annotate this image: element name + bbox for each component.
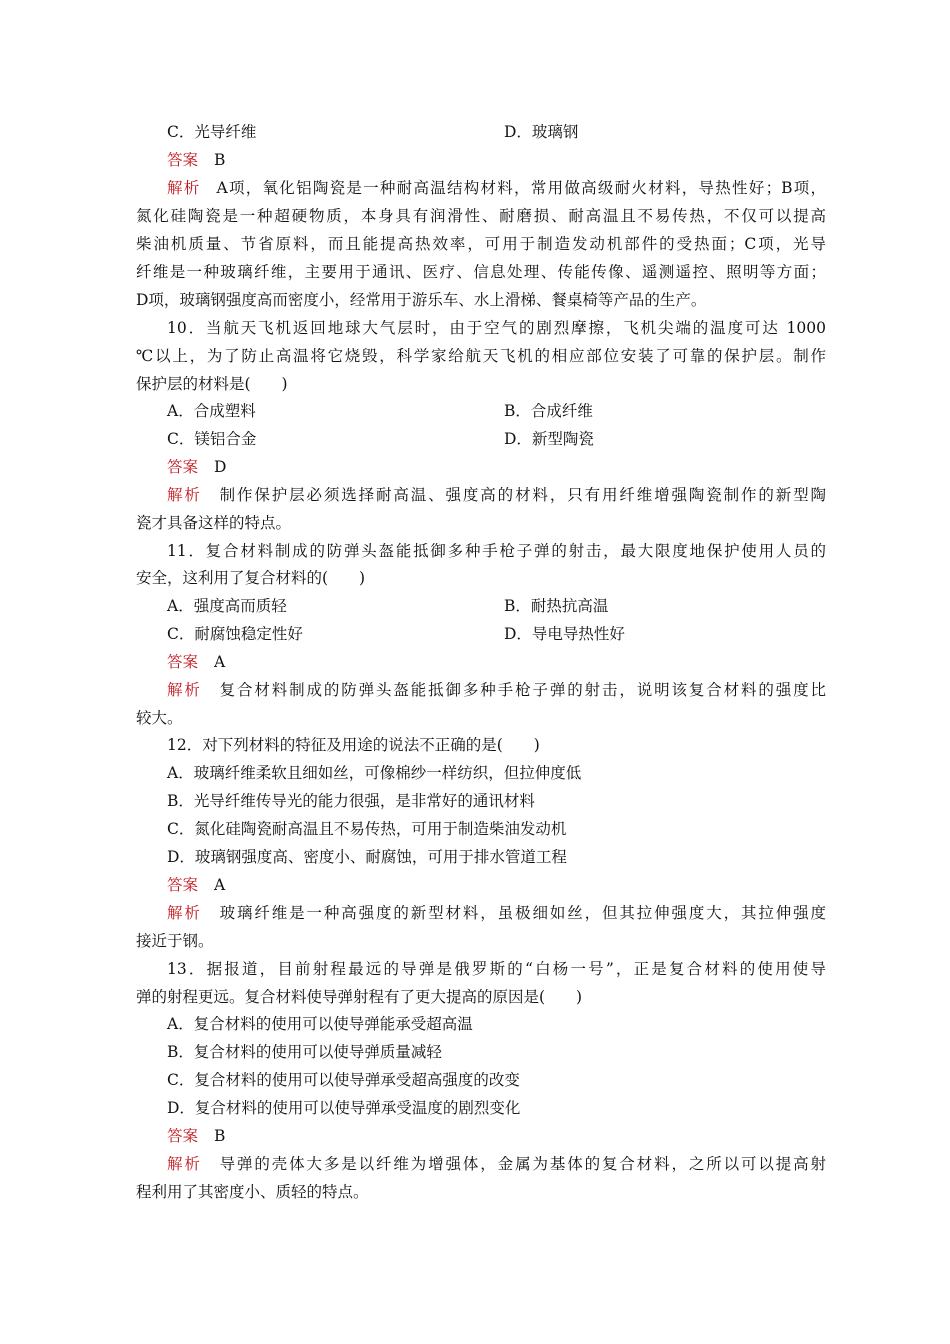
analysis-label: 解析: [167, 904, 202, 922]
q9-option-d: D．玻璃钢: [504, 123, 579, 141]
q12-answer: [167, 875, 857, 895]
q9-analysis-line: 柴油机质量、节省原料，而且能提高热效率，可用于制造发动机部件的受热面；C项，光导: [136, 235, 826, 253]
q13-analysis-line: 解析 导弹的壳体大多是以纤维为增强体，金属为基体的复合材料，之所以可以提高射: [167, 1155, 826, 1173]
q9-answer: [167, 150, 857, 170]
answer-label: 答案: [167, 151, 199, 169]
q10-option-d: D．新型陶瓷: [504, 430, 594, 448]
answer-label: 答案: [167, 1127, 199, 1145]
q11-option-c: C．耐腐蚀稳定性好: [167, 625, 303, 643]
answer-value: A: [214, 653, 226, 671]
q12-stem: 12．对下列材料的特征及用途的说法不正确的是( ): [167, 736, 540, 754]
answer-label: 答案: [167, 458, 199, 476]
analysis-label: 解析: [167, 486, 202, 504]
q10-stem-line: 10．当航天飞机返回地球大气层时，由于空气的剧烈摩擦，飞机尖端的温度可达 1000: [167, 319, 826, 337]
q11-option-row: [167, 596, 857, 616]
answer-value: B: [214, 151, 226, 169]
q9-analysis-line: 解析 A项，氧化铝陶瓷是一种耐高温结构材料，常用做高级耐火材料，导热性好；B项，: [167, 179, 826, 197]
q11-answer: [167, 652, 857, 672]
q12-option-c: C．氮化硅陶瓷耐高温且不易传热，可用于制造柴油发动机: [167, 820, 567, 838]
answer-value: D: [214, 458, 227, 476]
q11-option-row: [167, 624, 857, 644]
q13-option-d: D．复合材料的使用可以使导弹承受温度的剧烈变化: [167, 1099, 521, 1117]
answer-label: 答案: [167, 653, 199, 671]
answer-value: A: [214, 876, 226, 894]
q13-stem-line: 13．据报道，目前射程最远的导弹是俄罗斯的“白杨一号”，正是复合材料的使用使导: [167, 960, 826, 978]
q13-option-c: C．复合材料的使用可以使导弹承受超高强度的改变: [167, 1071, 520, 1089]
q12-option-a: A．玻璃纤维柔软且细如丝，可像棉纱一样纺织，但拉伸度低: [167, 764, 582, 782]
q11-analysis-line: 较大。: [136, 709, 183, 727]
q10-option-a: A．合成塑料: [167, 402, 256, 420]
q10-option-row: [167, 429, 857, 449]
q9-analysis-line: D项，玻璃钢强度高而密度小，经常用于游乐车、水上滑梯、餐桌椅等产品的生产。: [136, 291, 707, 309]
analysis-label: 解析: [167, 681, 202, 699]
q10-option-c: C．镁铝合金: [167, 430, 257, 448]
q10-stem-line: 保护层的材料是( ): [136, 375, 288, 393]
q12-option-b: B．光导纤维传导光的能力很强，是非常好的通讯材料: [167, 792, 535, 810]
q11-option-a: A．强度高而质轻: [167, 597, 287, 615]
q11-option-d: D．导电导热性好: [504, 625, 625, 643]
answer-value: B: [214, 1127, 226, 1145]
q13-option-a: A．复合材料的使用可以使导弹能承受超高温: [167, 1015, 473, 1033]
q10-option-b: B．合成纤维: [504, 402, 593, 420]
q10-option-row: [167, 401, 857, 421]
q11-analysis-line: 解析 复合材料制成的防弹头盔能抵御多种手枪子弹的射击，说明该复合材料的强度比: [167, 681, 826, 699]
q13-answer: [167, 1126, 857, 1146]
analysis-label: 解析: [167, 1155, 202, 1173]
q9-option-c: C．光导纤维: [167, 123, 257, 141]
q13-option-b: B．复合材料的使用可以使导弹质量减轻: [167, 1043, 442, 1061]
q12-option-d: D．玻璃钢强度高、密度小、耐腐蚀，可用于排水管道工程: [167, 848, 567, 866]
q9-option-row: [167, 122, 857, 142]
q10-analysis-line: 解析 制作保护层必须选择耐高温、强度高的材料，只有用纤维增强陶瓷制作的新型陶: [167, 486, 826, 504]
q10-answer: [167, 457, 857, 477]
q10-analysis-line: 瓷才具备这样的特点。: [136, 514, 292, 532]
q11-stem-line: 11．复合材料制成的防弹头盔能抵御多种手枪子弹的射击，最大限度地保护使用人员的: [167, 542, 826, 560]
q10-stem-line: ℃以上，为了防止高温将它烧毁，科学家给航天飞机的相应部位安装了可靠的保护层。制作: [136, 347, 826, 365]
q9-analysis-line: 纤维是一种玻璃纤维，主要用于通讯、医疗、信息处理、传能传像、遥测遥控、照明等方面；: [136, 263, 826, 281]
q13-analysis-line: 程利用了其密度小、质轻的特点。: [136, 1183, 369, 1201]
q11-option-b: B．耐热抗高温: [504, 597, 609, 615]
q12-analysis-line: 解析 玻璃纤维是一种高强度的新型材料，虽极细如丝，但其拉伸强度大，其拉伸强度: [167, 904, 826, 922]
q12-analysis-line: 接近于钢。: [136, 932, 214, 950]
answer-label: 答案: [167, 876, 199, 894]
q11-stem-line: 安全，这利用了复合材料的( ): [136, 569, 366, 587]
analysis-label: 解析: [167, 179, 201, 197]
q9-analysis-line: 氮化硅陶瓷是一种超硬物质，本身具有润滑性、耐磨损、耐高温且不易传热，不仅可以提高: [136, 207, 826, 225]
q13-stem-line: 弹的射程更远。复合材料使导弹射程有了更大提高的原因是( ): [136, 988, 583, 1006]
